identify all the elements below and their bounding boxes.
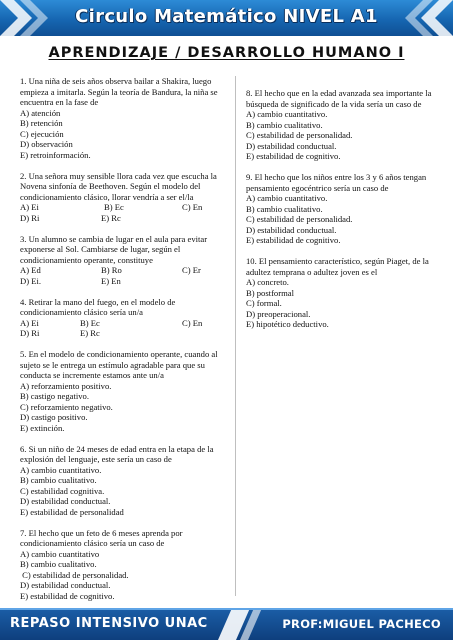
option-b: B) Ec: [80, 317, 100, 328]
question-7: [20, 528, 230, 602]
option-b: B) cambio cualitativo.: [20, 475, 97, 485]
option-d: D) estabilidad conductual.: [20, 496, 111, 506]
question-text: 7. El hecho que un feto de 6 meses aprenda por condicionamiento clásico sería un caso de: [20, 527, 183, 548]
option-d: D) Ei.: [20, 275, 42, 286]
option-a: A) Ei: [20, 317, 39, 328]
question-10: [246, 256, 442, 330]
option-a: A) Ei: [20, 202, 39, 212]
footer-course-label: REPASO INTENSIVO UNAC: [10, 616, 208, 631]
option-c: C) estabilidad cognitiva.: [20, 485, 105, 496]
option-c: C) reforzamiento negativo.: [20, 401, 113, 412]
option-a: A) Ed: [20, 265, 41, 275]
option-b: B) cambio cualitativo.: [246, 203, 323, 214]
option-a: A) concreto.: [246, 277, 289, 287]
option-c: C) estabilidad de personalidad.: [246, 130, 353, 140]
option-d: D) Ri: [20, 328, 40, 338]
question-text: 4. Retirar la mano del fuego, en el modelo de condicionamiento clásico sería un/a: [20, 296, 176, 317]
option-d: D) observación: [20, 139, 73, 149]
option-a: A) reforzamiento positivo.: [20, 380, 112, 391]
options-row: [20, 202, 230, 213]
option-c: C) formal.: [246, 298, 282, 308]
question-text: 2. Una señora muy sensible llora cada vez que escucha la Novena sinfonía de Beethoven. Según el modelo del condicionamiento clásico, llorar vendría a ser el/la: [20, 170, 217, 202]
option-c: C) estabilidad de personalidad.: [20, 569, 129, 580]
option-b: B) postformal: [246, 287, 294, 298]
option-b: B) Ec: [104, 202, 124, 212]
option-e: E) estabilidad de cognitivo.: [246, 235, 341, 245]
section-title: APRENDIZAJE / DESARROLLO HUMANO I: [48, 45, 405, 61]
question-5: [20, 349, 230, 433]
option-e: E) estabilidad de personalidad: [20, 506, 124, 517]
options-row: [20, 213, 230, 224]
option-a: A) cambio cuantitativo.: [246, 193, 328, 203]
footer-banner: [0, 608, 453, 640]
option-c: C) En: [182, 202, 203, 212]
option-e: E) extinción.: [20, 422, 65, 433]
option-b: B) Ro: [101, 265, 122, 275]
question-3: [20, 234, 230, 287]
header-banner: [0, 0, 453, 36]
option-b: B) cambio cualitativo.: [246, 119, 323, 130]
option-e: E) Rc: [101, 212, 121, 223]
question-6: [20, 444, 230, 518]
column-divider: [235, 76, 236, 596]
options-row: [20, 318, 230, 329]
option-e: E) estabilidad de cognitivo.: [246, 151, 341, 161]
option-d: D) estabilidad conductual.: [246, 224, 337, 235]
options-row: [20, 276, 230, 287]
option-e: E) Rc: [80, 328, 100, 338]
footer-teacher-label: PROF:MIGUEL PACHECO: [282, 617, 441, 631]
chevron-decoration-right-icon: [393, 0, 453, 36]
option-a: A) cambio cuantitativo.: [20, 464, 102, 475]
option-c: C) Er: [182, 265, 201, 275]
option-b: B) castigo negativo.: [20, 391, 89, 401]
header-title: Circulo Matemático NIVEL A1: [75, 6, 378, 27]
option-c: C) ejecución: [20, 128, 64, 139]
option-c: C) estabilidad de personalidad.: [246, 214, 353, 224]
option-d: D) estabilidad conductual.: [20, 580, 111, 590]
option-a: A) atención: [20, 107, 61, 118]
option-b: B) retención: [20, 118, 63, 128]
question-2: [20, 171, 230, 224]
question-4: [20, 297, 230, 339]
questions-left-column: [20, 76, 230, 612]
question-text: 3. Un alumno se cambia de lugar en el aula para evitar exponerse al Sol. Cambiarse de lugar, según el condicionamiento operante, constituye: [20, 233, 208, 265]
option-e: E) En: [101, 275, 121, 286]
question-8: [246, 88, 442, 162]
question-9: [246, 172, 442, 246]
question-1: [20, 76, 230, 160]
option-e: E) retroinformación.: [20, 149, 91, 160]
option-d: D) estabilidad conductual.: [246, 140, 337, 151]
option-c: C) En: [182, 317, 203, 328]
option-e: E) hipotético deductivo.: [246, 319, 329, 329]
option-b: B) cambio cualitativo.: [20, 559, 97, 569]
option-a: A) cambio cuantitativo.: [246, 109, 328, 119]
option-d: D) Ri: [20, 212, 40, 223]
question-text: 10. El pensamiento característico, según Piaget, de la adultez temprana o adultez joven es el: [246, 256, 429, 277]
option-a: A) cambio cuantitativo: [20, 548, 100, 559]
question-text: 8. El hecho que en la edad avanzada sea importante la búsqueda de significado de la vida sería un caso de: [246, 88, 432, 109]
question-text: 5. En el modelo de condicionamiento operante, cuando al sujeto se le entrega un estímulo agradable para que su conducta se incremente estamos ante un/a: [20, 349, 218, 380]
option-d: D) preoperacional.: [246, 308, 311, 319]
question-text: 1. Una niña de seis años observa bailar a Shakira, luego empieza a imitarla. Según la teoría de Bandura, la niña se encuentra en la fase de: [20, 76, 218, 107]
options-row: [20, 265, 230, 276]
question-text: 6. Si un niño de 24 meses de edad entra en la etapa de la explosión del lenguaje, este sería un caso de: [20, 443, 214, 464]
option-d: D) castigo positivo.: [20, 412, 88, 422]
questions-right-column: [246, 76, 442, 340]
options-row: [20, 328, 230, 339]
option-e: E) estabilidad de cognitivo.: [20, 590, 115, 601]
question-text: 9. El hecho que los niños entre los 3 y 6 años tengan pensamiento egocéntrico sería un caso de: [246, 172, 427, 193]
